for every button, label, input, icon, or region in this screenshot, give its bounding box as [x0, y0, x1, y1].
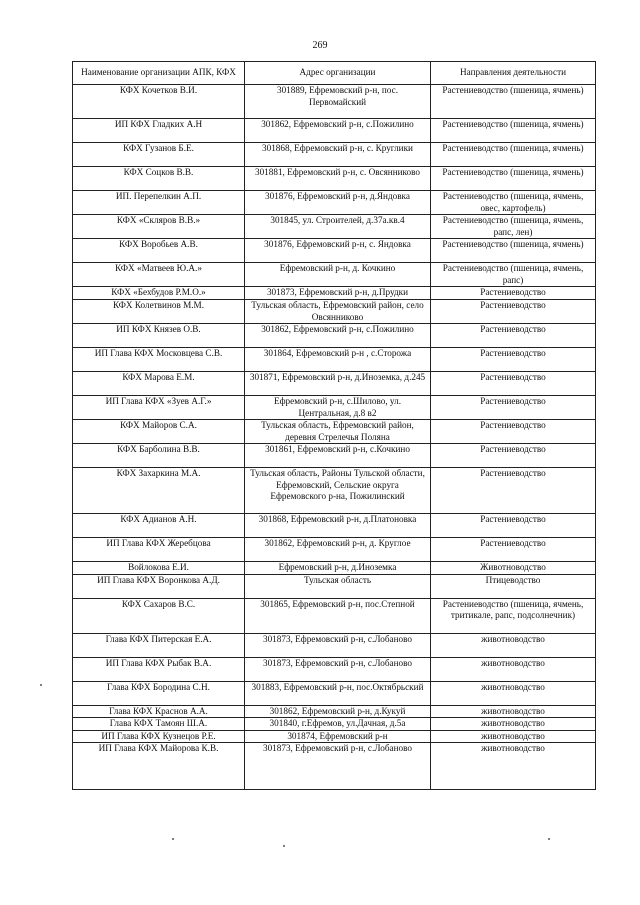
table-row: [73, 633, 596, 657]
table-row: [73, 444, 596, 468]
table-row: [73, 562, 596, 575]
cell-organization-name: КФХ Кочетков В.И.: [73, 85, 245, 119]
table-row: [73, 657, 596, 681]
table-row: [73, 85, 596, 119]
cell-activity: Растениеводство: [431, 514, 596, 538]
cell-activity: животноводство: [431, 633, 596, 657]
cell-organization-name: Глава КФХ Питерская Е.А.: [73, 633, 245, 657]
cell-activity: Растениеводство (пшеница, ячмень, овес, картофель): [431, 191, 596, 215]
cell-activity: Растениеводство: [431, 468, 596, 514]
table-row: [73, 300, 596, 324]
table-row: [73, 348, 596, 372]
cell-activity: Растениеводство: [431, 396, 596, 420]
cell-organization-address: 301873, Ефремовский р-н, с.Лобаново: [245, 657, 431, 681]
table-row: [73, 215, 596, 239]
table-row: [73, 681, 596, 705]
table-row: [73, 287, 596, 300]
cell-activity: Растениеводство: [431, 287, 596, 300]
cell-organization-address: Ефремовский р-н, д.Иноземка: [245, 562, 431, 575]
table-row: [73, 743, 596, 790]
cell-activity: Птицеводство: [431, 574, 596, 598]
table-row: [73, 239, 596, 263]
cell-organization-name: КФХ Барболина В.В.: [73, 444, 245, 468]
cell-organization-name: ИП. Перепелкин А.П.: [73, 191, 245, 215]
cell-organization-name: КФХ «Скляров В.В.»: [73, 215, 245, 239]
table-row: [73, 324, 596, 348]
table-row: [73, 420, 596, 444]
table-row: [73, 167, 596, 191]
cell-organization-address: 301876, Ефремовский р-н, с. Яндовка: [245, 239, 431, 263]
cell-organization-address: 301883, Ефремовский р-н, пос.Октябрьский: [245, 681, 431, 705]
table-row: [73, 119, 596, 143]
cell-organization-address: 301871, Ефремовский р-н, д.Иноземка, д.245: [245, 372, 431, 396]
table-row: [73, 263, 596, 287]
cell-organization-address: 301873, Ефремовский р-н, с.Лобаново: [245, 633, 431, 657]
cell-activity: Растениеводство: [431, 444, 596, 468]
scan-speck: [40, 684, 42, 686]
farm-registry-table: [72, 61, 596, 790]
header-activity: Направления деятельности: [431, 62, 596, 85]
table-row: [73, 574, 596, 598]
table-row: [73, 514, 596, 538]
cell-activity: животноводство: [431, 743, 596, 790]
cell-activity: Растениеводство (пшеница, ячмень): [431, 143, 596, 167]
cell-activity: Растениеводство: [431, 300, 596, 324]
cell-activity: Растениеводство (пшеница, ячмень): [431, 239, 596, 263]
cell-organization-name: КФХ Адианов А.Н.: [73, 514, 245, 538]
cell-organization-name: ИП Глава КФХ Воронкова А.Д.: [73, 574, 245, 598]
cell-organization-name: КФХ Майоров С.А.: [73, 420, 245, 444]
cell-organization-address: Ефремовский р-н, с.Шилово, ул. Центральная, д.8 в2: [245, 396, 431, 420]
cell-organization-address: 301889, Ефремовский р-н, пос. Первомайский: [245, 85, 431, 119]
scan-speck: [283, 845, 285, 847]
cell-activity: Растениеводство (пшеница, ячмень, рапс): [431, 263, 596, 287]
cell-activity: Растениеводство (пшеница, ячмень): [431, 167, 596, 191]
cell-organization-name: КФХ Соцков В.В.: [73, 167, 245, 191]
cell-activity: животноводство: [431, 705, 596, 718]
cell-organization-name: ИП Глава КФХ Кузнецов Р.Е.: [73, 730, 245, 743]
cell-organization-address: 301862, Ефремовский р-н, д. Круглое: [245, 538, 431, 562]
cell-activity: Растениеводство: [431, 420, 596, 444]
cell-organization-name: КФХ «Бехбудов Р.М.О.»: [73, 287, 245, 300]
cell-organization-address: Тульская область: [245, 574, 431, 598]
cell-organization-name: КФХ Захаркина М.А.: [73, 468, 245, 514]
table-header-row: [73, 62, 596, 85]
cell-organization-name: Глава КФХ Бородина С.Н.: [73, 681, 245, 705]
cell-organization-address: 301873, Ефремовский р-н, д.Прудки: [245, 287, 431, 300]
cell-organization-name: КФХ Колетвинов М.М.: [73, 300, 245, 324]
header-organization-address: Адрес организации: [245, 62, 431, 85]
cell-activity: Растениеводство (пшеница, ячмень, рапс, лен): [431, 215, 596, 239]
cell-organization-address: 301868, Ефремовский р-н, с. Круглики: [245, 143, 431, 167]
cell-activity: животноводство: [431, 657, 596, 681]
cell-organization-address: Ефремовский р-н, д. Кочкино: [245, 263, 431, 287]
cell-organization-name: КФХ Воробьев А.В.: [73, 239, 245, 263]
cell-organization-address: Тульская область, Ефремовский район, село Овсянниково: [245, 300, 431, 324]
cell-activity: Растениеводство (пшеница, ячмень): [431, 85, 596, 119]
cell-organization-name: Глава КФХ Тамоян Ш.А.: [73, 718, 245, 731]
scan-speck: [548, 838, 550, 840]
cell-organization-name: КФХ Марова Е.М.: [73, 372, 245, 396]
cell-organization-address: 301862, Ефремовский р-н, д.Кукуй: [245, 705, 431, 718]
table-row: [73, 598, 596, 633]
cell-organization-address: 301873, Ефремовский р-н, с.Лобаново: [245, 743, 431, 790]
cell-organization-address: 301840, г.Ефремов, ул.Дачная, д.5а: [245, 718, 431, 731]
table-row: [73, 372, 596, 396]
cell-activity: животноводство: [431, 718, 596, 731]
cell-organization-address: 301864, Ефремовский р-н , с.Сторожа: [245, 348, 431, 372]
cell-organization-address: 301845, ул. Строителей, д.37а.кв.4: [245, 215, 431, 239]
cell-organization-address: Тульская область, Районы Тульской области, Ефремовский, Сельские округа Ефремовского р-на, Пожилинский: [245, 468, 431, 514]
cell-activity: Растениеводство (пшеница, ячмень, тритикале, рапс, подсолнечник): [431, 598, 596, 633]
table-row: [73, 730, 596, 743]
cell-activity: животноводство: [431, 730, 596, 743]
cell-activity: Животноводство: [431, 562, 596, 575]
cell-organization-name: ИП Глава КФХ Рыбак В.А.: [73, 657, 245, 681]
cell-organization-address: 301862, Ефремовский р-н, с.Пожилино: [245, 119, 431, 143]
cell-organization-name: ИП Глава КФХ «Зуев А.Г.»: [73, 396, 245, 420]
cell-organization-name: Войлокова Е.И.: [73, 562, 245, 575]
cell-organization-address: 301876, Ефремовский р-н, д.Яндовка: [245, 191, 431, 215]
cell-organization-address: 301868, Ефремовский р-н, д.Платоновка: [245, 514, 431, 538]
cell-organization-name: КФХ «Матвеев Ю.А.»: [73, 263, 245, 287]
cell-organization-name: ИП КФХ Князев О.В.: [73, 324, 245, 348]
header-organization-name: Наименование организации АПК, КФХ: [73, 62, 245, 85]
table-row: [73, 538, 596, 562]
cell-organization-name: ИП КФХ Гладких А.Н: [73, 119, 245, 143]
cell-activity: животноводство: [431, 681, 596, 705]
table-row: [73, 191, 596, 215]
table-row: [73, 705, 596, 718]
cell-organization-name: КФХ Сахаров В.С.: [73, 598, 245, 633]
table-row: [73, 143, 596, 167]
page-number: 269: [312, 40, 328, 51]
table-row: [73, 396, 596, 420]
table-row: [73, 718, 596, 731]
cell-organization-address: 301861, Ефремовский р-н, с.Кочкино: [245, 444, 431, 468]
cell-organization-address: 301874, Ефремовский р-н: [245, 730, 431, 743]
cell-organization-name: ИП Глава КФХ Майорова К.В.: [73, 743, 245, 790]
cell-activity: Растениеводство: [431, 324, 596, 348]
cell-activity: Растениеводство: [431, 372, 596, 396]
table-body: [73, 85, 596, 790]
cell-organization-address: Тульская область, Ефремовский район, деревня Стрелечья Поляна: [245, 420, 431, 444]
scan-speck: [172, 838, 174, 840]
cell-organization-address: 301865, Ефремовский р-н, пос.Степной: [245, 598, 431, 633]
cell-organization-name: ИП Глава КФХ Жеребцова: [73, 538, 245, 562]
cell-activity: Растениеводство (пшеница, ячмень): [431, 119, 596, 143]
cell-organization-name: КФХ Гузанов Б.Е.: [73, 143, 245, 167]
cell-organization-name: ИП Глава КФХ Московцева С.В.: [73, 348, 245, 372]
cell-organization-name: Глава КФХ Краснов А.А.: [73, 705, 245, 718]
cell-activity: Растениеводство: [431, 538, 596, 562]
table-row: [73, 468, 596, 514]
cell-organization-address: 301862, Ефремовский р-н, с.Пожилино: [245, 324, 431, 348]
cell-activity: Растениеводство: [431, 348, 596, 372]
cell-organization-address: 301881, Ефремовский р-н, с. Овсянниково: [245, 167, 431, 191]
